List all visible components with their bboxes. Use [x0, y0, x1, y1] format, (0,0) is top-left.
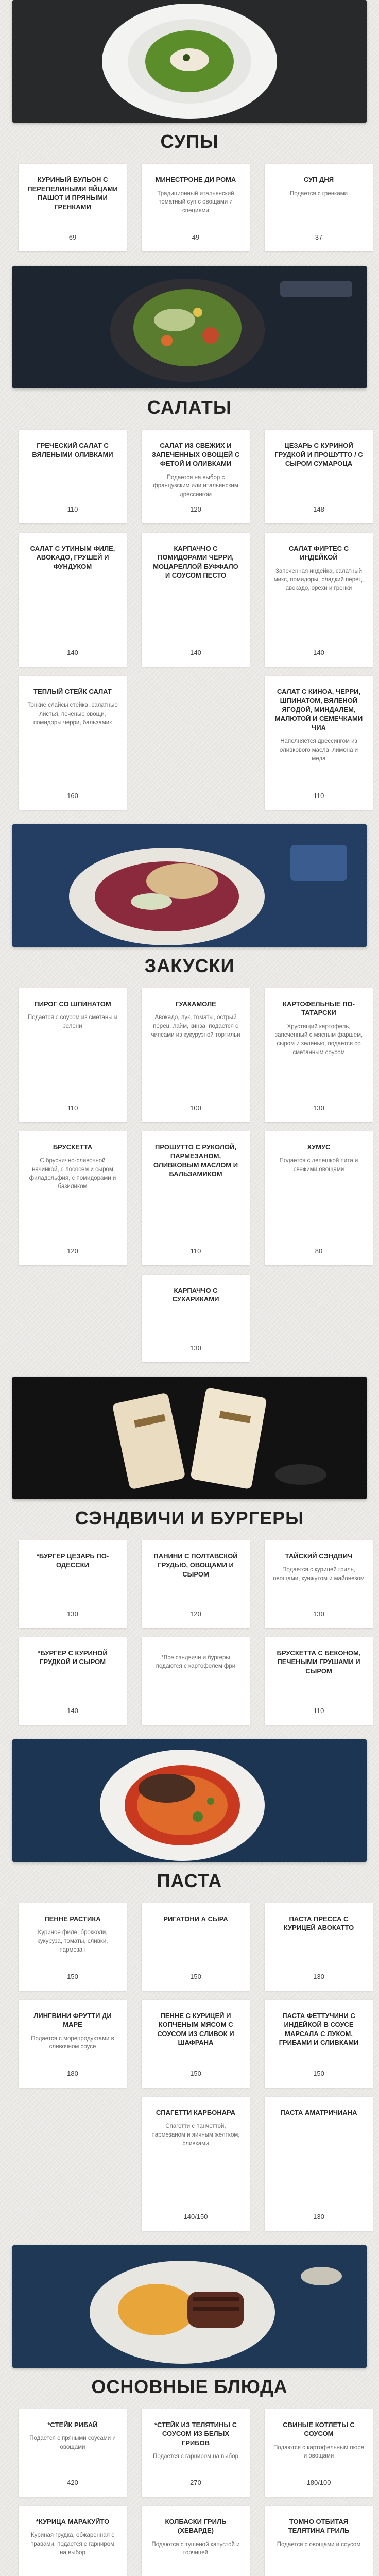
- menu-item: [142, 1540, 250, 1628]
- item-desc: *Все сэндвичи и бургеры подаются с картофелем фри: [156, 1654, 236, 1670]
- section-pasta: [12, 1739, 367, 2231]
- menu-item: [142, 988, 250, 1122]
- salads-photo: [12, 266, 367, 388]
- item-name: *БУРГЕР ЦЕЗАРЬ ПО-ОДЕССКИ: [36, 1552, 109, 1569]
- section-title: САЛАТЫ: [147, 397, 232, 418]
- section-title: ЗАКУСКИ: [144, 955, 235, 976]
- item-price: 80: [315, 1247, 323, 1255]
- item-name: КУРИНЫЙ БУЛЬОН С ПЕРЕПЕЛИНЫМИ ЯЙЦАМИ ПАШОТ И ПРЯНЫМИ ГРЕНКАМИ: [27, 176, 118, 211]
- item-desc: Традиционный итальянский томатный суп с овощами и специями: [157, 190, 234, 214]
- item-desc: Подаются с картофельным пюре и овощами: [273, 2444, 365, 2460]
- item-price: 150: [190, 1972, 201, 1980]
- item-desc: Тонкие слайсы стейка, салатные листья, печеные овощи, помидоры черри, бальзамик: [27, 702, 118, 726]
- item-desc: Авокадо, лук, томаты, острый перец, лайм, кинза, подается с чипсами из кукурузной тортильи: [151, 1014, 240, 1038]
- item-price: 130: [67, 1609, 78, 1618]
- item-desc: Подается с овощами и соусом: [277, 2541, 361, 2548]
- menu-item: [19, 1540, 127, 1628]
- menu-item: [19, 676, 127, 810]
- soups-photo: [12, 0, 367, 123]
- item-price: 37: [315, 233, 323, 241]
- section-salads: [12, 266, 367, 810]
- menu-item: [142, 2409, 250, 2497]
- menu-item: [265, 1637, 373, 1725]
- menu-item: [19, 164, 127, 251]
- items-grid: [12, 1540, 367, 1725]
- item-name: КАРПАЧЧО С ПОМИДОРАМИ ЧЕРРИ, МОЦАРЕЛЛОЙ БУФФАЛО И СОУСОМ ПЕСТО: [153, 544, 238, 580]
- menu-item-note: [142, 1637, 250, 1725]
- section-title: СУПЫ: [160, 131, 219, 152]
- menu-item: [265, 164, 373, 251]
- section-soups: [12, 0, 367, 251]
- item-price: 150: [313, 2069, 324, 2077]
- item-price: 140/150: [183, 2212, 208, 2221]
- items-grid: [12, 988, 367, 1362]
- pasta-photo: [12, 1739, 367, 1862]
- items-grid: [12, 430, 367, 810]
- menu-item: [142, 2000, 250, 2088]
- item-price: 110: [190, 1247, 201, 1255]
- item-price: 69: [68, 233, 77, 241]
- item-desc: Запеченная индейка, салатный микс, помидоры, сладкий перец, авокадо, орехи и гренки: [273, 568, 364, 592]
- item-desc: Куриное филе, брокколи, кукуруза, томаты, сливки, пармезан: [37, 1929, 108, 1953]
- item-name: КАРПАЧЧО С СУХАРИКАМИ: [172, 1286, 219, 1303]
- item-name: ПРОШУТТО С РУКОЛОЙ, ПАРМЕЗАНОМ, ОЛИВКОВЫМ МАСЛОМ И БАЛЬЗАМИКОМ: [153, 1143, 238, 1178]
- item-name: ПАСТА ПРЕССА С КУРИЦЕЙ АВОКАТТО: [283, 1914, 354, 1932]
- item-name: ТЕПЛЫЙ СТЕЙК САЛАТ: [33, 687, 112, 696]
- sandwiches-photo: [12, 1377, 367, 1499]
- menu-item: [142, 1131, 250, 1265]
- menu-item: [265, 1903, 373, 1991]
- item-name: ГРЕЧЕСКИЙ САЛАТ С ВЯЛЕНЫМИ ОЛИВКАМИ: [32, 442, 113, 459]
- section-mains: [12, 2245, 367, 2576]
- menu-item: [19, 1637, 127, 1725]
- section-title: ПАСТА: [157, 1870, 222, 1891]
- item-desc: Подаются с тушеной капустой и горчицей: [151, 2541, 240, 2556]
- menu-item: [19, 1903, 127, 1991]
- menu-item: [142, 533, 250, 667]
- menu-item: [265, 430, 373, 523]
- item-price: 120: [67, 1247, 78, 1255]
- item-name: СПАГЕТТИ КАРБОНАРА: [156, 2108, 236, 2116]
- item-price: 130: [190, 1344, 201, 1352]
- items-grid: [12, 1903, 367, 2231]
- menu-item: [19, 430, 127, 523]
- item-price: 270: [190, 2478, 201, 2486]
- section-snacks: [12, 824, 367, 1362]
- item-desc: Подается с гренками: [289, 190, 348, 197]
- item-price: 120: [190, 505, 201, 513]
- item-name: *БУРГЕР С КУРИНОЙ ГРУДКОЙ И СЫРОМ: [38, 1649, 108, 1666]
- menu-item: [19, 2506, 127, 2576]
- item-name: БРУСКЕТТА С БЕКОНОМ, ПЕЧЕНЫМИ ГРУШАМИ И СЫРОМ: [277, 1649, 361, 1675]
- menu-item: [19, 988, 127, 1122]
- empty-slot: [142, 676, 250, 810]
- item-name: ПАСТА АМАТРИЧИАНА: [280, 2108, 357, 2116]
- item-price: 110: [67, 505, 78, 513]
- item-desc: Подается на выбор с французским или итальянским дрессингом: [153, 474, 238, 498]
- item-price: 49: [192, 233, 200, 241]
- item-name: ПАНИНИ С ПОЛТАВСКОЙ ГРУДЬЮ, ОВОЩАМИ И СЫРОМ: [153, 1552, 238, 1578]
- menu-item: [265, 988, 373, 1122]
- item-name: ЛИНГВИНИ ФРУТТИ ДИ МАРЕ: [33, 2011, 112, 2029]
- item-desc: Подается с морепродуктами в сливочном соусе: [31, 2035, 114, 2050]
- menu-item: [265, 1540, 373, 1628]
- empty-slot: [19, 2097, 127, 2231]
- item-name: ТАЙСКИЙ СЭНДВИЧ: [285, 1552, 353, 1560]
- item-price: 130: [313, 1104, 324, 1112]
- item-name: САЛАТ С КИНОА, ЧЕРРИ, ШПИНАТОМ, ВЯЛЕНОЙ ЯГОДОЙ, МИНДАЛЕМ, МАЛЮТОЙ И СЕМЕЧКАМИ ЧИА: [274, 687, 363, 732]
- item-name: ПАСТА ФЕТТУЧИНИ С ИНДЕЙКОЙ В СОУСЕ МАРСАЛА С ЛУКОМ, ГРИБАМИ И СЛИВКАМИ: [279, 2011, 359, 2047]
- item-price: 150: [67, 1972, 78, 1980]
- menu-item: [142, 430, 250, 523]
- menu-item: [265, 676, 373, 810]
- item-name: СВИНЫЕ КОТЛЕТЫ С СОУСОМ: [283, 2420, 355, 2438]
- item-name: *СТЕЙК РИБАЙ: [47, 2420, 98, 2429]
- empty-slot: [19, 1275, 127, 1362]
- item-name: *КУРИЦА МАРАКУЙТО: [36, 2517, 110, 2526]
- section-title: ОСНОВНЫЕ БЛЮДА: [91, 2376, 288, 2397]
- section-sandwiches: [12, 1377, 367, 1725]
- item-desc: Подается с курицей гриль, овощами, кунжутом и майонезом: [273, 1567, 365, 1582]
- items-grid: [12, 164, 367, 251]
- item-name: ГУАКАМОЛЕ: [175, 999, 216, 1008]
- item-price: 140: [67, 1706, 78, 1715]
- menu-item: [265, 2097, 373, 2231]
- menu-item: [142, 1275, 250, 1362]
- item-price: 110: [313, 1706, 324, 1715]
- item-desc: Подается с соусом из сметаны и зелени: [27, 1014, 118, 1029]
- item-price: 130: [313, 2212, 324, 2221]
- item-desc: Подается с лепешкой пита и свежими овощами: [279, 1158, 358, 1173]
- item-name: САЛАТ ФИРТЕС С ИНДЕЙКОЙ: [289, 544, 349, 562]
- item-name: БРУСКЕТТА: [53, 1143, 93, 1151]
- snacks-photo: [12, 824, 367, 947]
- item-name: САЛАТ ИЗ СВЕЖИХ И ЗАПЕЧЕННЫХ ОВОЩЕЙ С ФЕТОЙ И ОЛИВКАМИ: [151, 442, 240, 468]
- item-price: 130: [313, 1972, 324, 1980]
- menu-item: [142, 2506, 250, 2576]
- item-price: 120: [190, 1609, 201, 1618]
- item-name: МИНЕСТРОНЕ ДИ РОМА: [155, 176, 236, 183]
- item-name: ТОМНО ОТБИТАЯ ТЕЛЯТИНА ГРИЛЬ: [288, 2517, 350, 2535]
- menu-item: [265, 2409, 373, 2497]
- menu-item: [265, 2506, 373, 2576]
- items-grid: [12, 2409, 367, 2576]
- item-name: СУП ДНЯ: [303, 176, 334, 183]
- item-name: ХУМУС: [307, 1143, 331, 1151]
- item-price: 130: [313, 1609, 324, 1618]
- item-price: 148: [313, 505, 324, 513]
- item-price: 180: [67, 2069, 78, 2077]
- mains-photo: [12, 2245, 367, 2368]
- item-name: РИГАТОНИ А СЫРА: [163, 1914, 228, 1923]
- menu-item: [19, 533, 127, 667]
- item-desc: Подается с гарниром на выбор: [153, 2453, 238, 2460]
- menu-item: [142, 164, 250, 251]
- menu-item: [142, 1903, 250, 1991]
- item-price: 140: [313, 648, 324, 656]
- item-price: 100: [190, 1104, 201, 1112]
- item-price: 150: [190, 2069, 201, 2077]
- menu-item: [19, 2409, 127, 2497]
- menu-item: [19, 1131, 127, 1265]
- menu-item: [265, 1131, 373, 1265]
- item-price: 110: [67, 1104, 78, 1112]
- item-desc: Хрустящий картофель, запеченный с мясным фаршем, сыром и зеленью, подается со сметанным соусом: [274, 1023, 363, 1056]
- item-desc: Наполняется дрессингом из оливкового масла, лимона и меда: [279, 738, 358, 762]
- item-name: КОЛБАСКИ ГРИЛЬ (ХЕВАРДЕ): [165, 2517, 227, 2535]
- item-name: ЦЕЗАРЬ С КУРИНОЙ ГРУДКОЙ И ПРОШУТТО / С СЫРОМ СУМАРОЦА: [274, 442, 363, 468]
- item-price: 140: [190, 648, 201, 656]
- item-name: ПЕННЕ РАСТИКА: [44, 1914, 101, 1923]
- item-desc: Подается с пряными соусами и овощами: [29, 2435, 116, 2450]
- item-name: САЛАТ С УТИНЫМ ФИЛЕ, АВОКАДО, ГРУШЕЙ И ФУНДУКОМ: [30, 544, 115, 570]
- menu-item: [142, 2097, 250, 2231]
- item-price: 180/100: [306, 2478, 331, 2486]
- item-name: КАРТОФЕЛЬНЫЕ ПО-ТАТАРСКИ: [283, 999, 355, 1017]
- item-price: 160: [67, 791, 78, 800]
- item-price: 140: [67, 648, 78, 656]
- item-desc: Спагетти с панчеттой, пармезаном и яичным желтком, сливками: [151, 2123, 240, 2147]
- item-name: *СТЕЙК ИЗ ТЕЛЯТИНЫ С СОУСОМ ИЗ БЕЛЫХ ГРИБОВ: [154, 2420, 237, 2447]
- menu-item: [265, 2000, 373, 2088]
- section-title: СЭНДВИЧИ И БУРГЕРЫ: [75, 1507, 304, 1529]
- item-price: 110: [313, 791, 324, 800]
- menu-item: [265, 533, 373, 667]
- item-name: ПИРОГ СО ШПИНАТОМ: [34, 999, 111, 1008]
- item-desc: С бруснично-сливочной начинкой, с лососем и сыром филадельфия, с помидорами и базиликом: [29, 1158, 116, 1190]
- item-name: ПЕННЕ С КУРИЦЕЙ И КОПЧЕНЫМ МЯСОМ С СОУСОМ ИЗ СЛИВОК И ШАФРАНА: [157, 2011, 234, 2047]
- item-desc: Куриная грудка, обжаренная с травами, подается с гарниром на выбор: [30, 2532, 115, 2556]
- item-price: 420: [67, 2478, 78, 2486]
- menu-item: [19, 2000, 127, 2088]
